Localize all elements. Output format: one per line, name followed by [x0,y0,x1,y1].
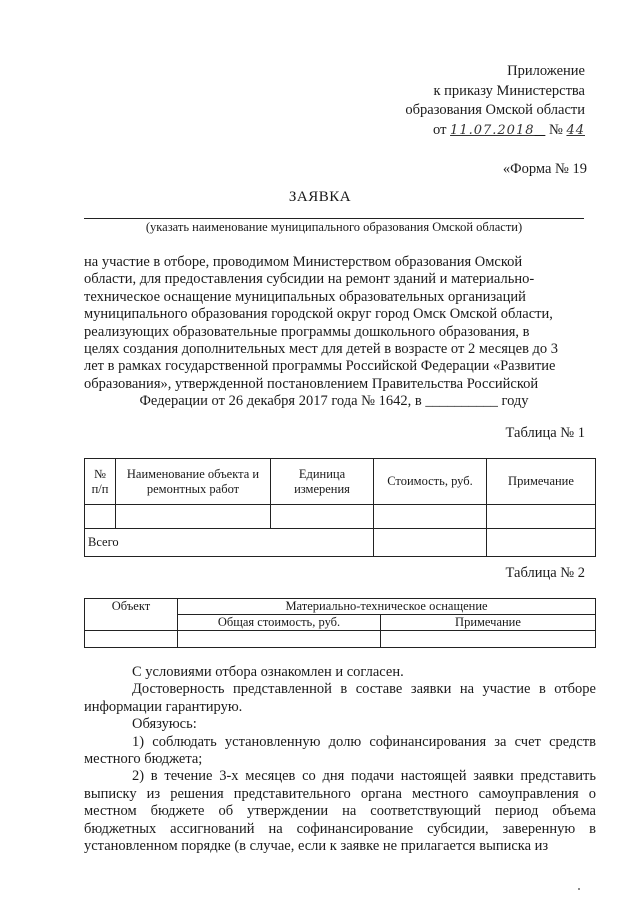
table2-caption: Таблица № 2 [505,565,585,581]
municipality-name-line [84,218,584,219]
table2-header-row [85,599,596,615]
obligation-item-1: 1) соблюдать установленную долю софинансирования за счет средств местного бюджета; [84,733,596,768]
table-row [85,505,596,529]
intro-line: области, для предоставления субсидии на ремонт зданий и материально- [84,271,535,288]
table-row [85,631,596,648]
intro-line: образования», утвержденной постановлением Правительства Российской [84,375,539,392]
table2-col-object: Объект [85,599,178,631]
form-label: «Форма № 19 [502,161,587,177]
intro-line: лет в рамках государственной программы Российской Федерации «Развитие [84,358,556,375]
agreement-paragraph: С условиями отбора ознакомлен и согласен. [132,664,404,680]
obligation-item-2: 2) в течение 3-х месяцев со дня подачи настоящей заявки представить выписку из решения представительного органа местного самоуправления о местном бюджете об утверждении на соответствующий период объема бюджетных ассигнований на софинансирование субсидии, заверенную в установленном порядке (в случае, если к заявке не прилагается выписка из [84,768,596,855]
appendix-ministry: образования Омской области [405,102,585,118]
table2 [84,598,596,648]
table1-col-object: Наименование объекта и ремонтных работ [116,459,271,505]
date-prefix: от [433,121,447,138]
intro-line: Федерации от 26 декабря 2017 года № 1642, в __________ году [139,393,529,410]
intro-line: целях создания дополнительных мест для детей в возрасте от 2 месяцев до 3 [84,341,559,358]
intro-line: муниципального образования городской округ город Омск Омской области, [84,306,553,323]
number-label: № [548,121,563,138]
scan-speck [578,888,580,890]
guarantee-paragraph: Достоверность представленной в составе заявки на участие в отборе информации гарантирую. [84,681,596,715]
intro-line: реализующих образовательные программы дошкольного образования, в [84,323,530,340]
document-title: ЗАЯВКА [288,189,352,205]
appendix-block [405,62,585,140]
table1-col-number: № п/п [85,459,116,505]
order-number: 44 [566,122,585,138]
municipality-hint: (указать наименование муниципального образования Омской области) [145,220,523,234]
table1 [84,458,596,557]
intro-line: на участие в отборе, проводимом Министерством образования Омской [84,254,523,270]
table1-total-row [85,529,596,557]
intro-line: техническое оснащение муниципальных образовательных организаций [84,288,526,305]
intro-paragraph [84,254,584,411]
table2-col-note: Примечание [381,615,596,631]
table1-caption: Таблица № 1 [505,425,585,441]
table2-col-total: Общая стоимость, руб. [178,615,381,631]
appendix-title: Приложение [507,63,585,79]
obligation-heading: Обязуюсь: [132,716,197,733]
order-date: 11.07.2018 [450,122,535,138]
appendix-date-line [405,121,585,141]
table1-col-note: Примечание [487,459,596,505]
table1-header-row [85,459,596,505]
table1-col-unit: Единица измерения [271,459,374,505]
obligations-section [84,664,596,855]
table1-col-cost: Стоимость, руб. [374,459,487,505]
table2-group-header: Материально-техническое оснащение [178,599,596,615]
table1-total-label: Всего [85,529,374,557]
appendix-order-ref: к приказу Министерства [433,82,585,99]
